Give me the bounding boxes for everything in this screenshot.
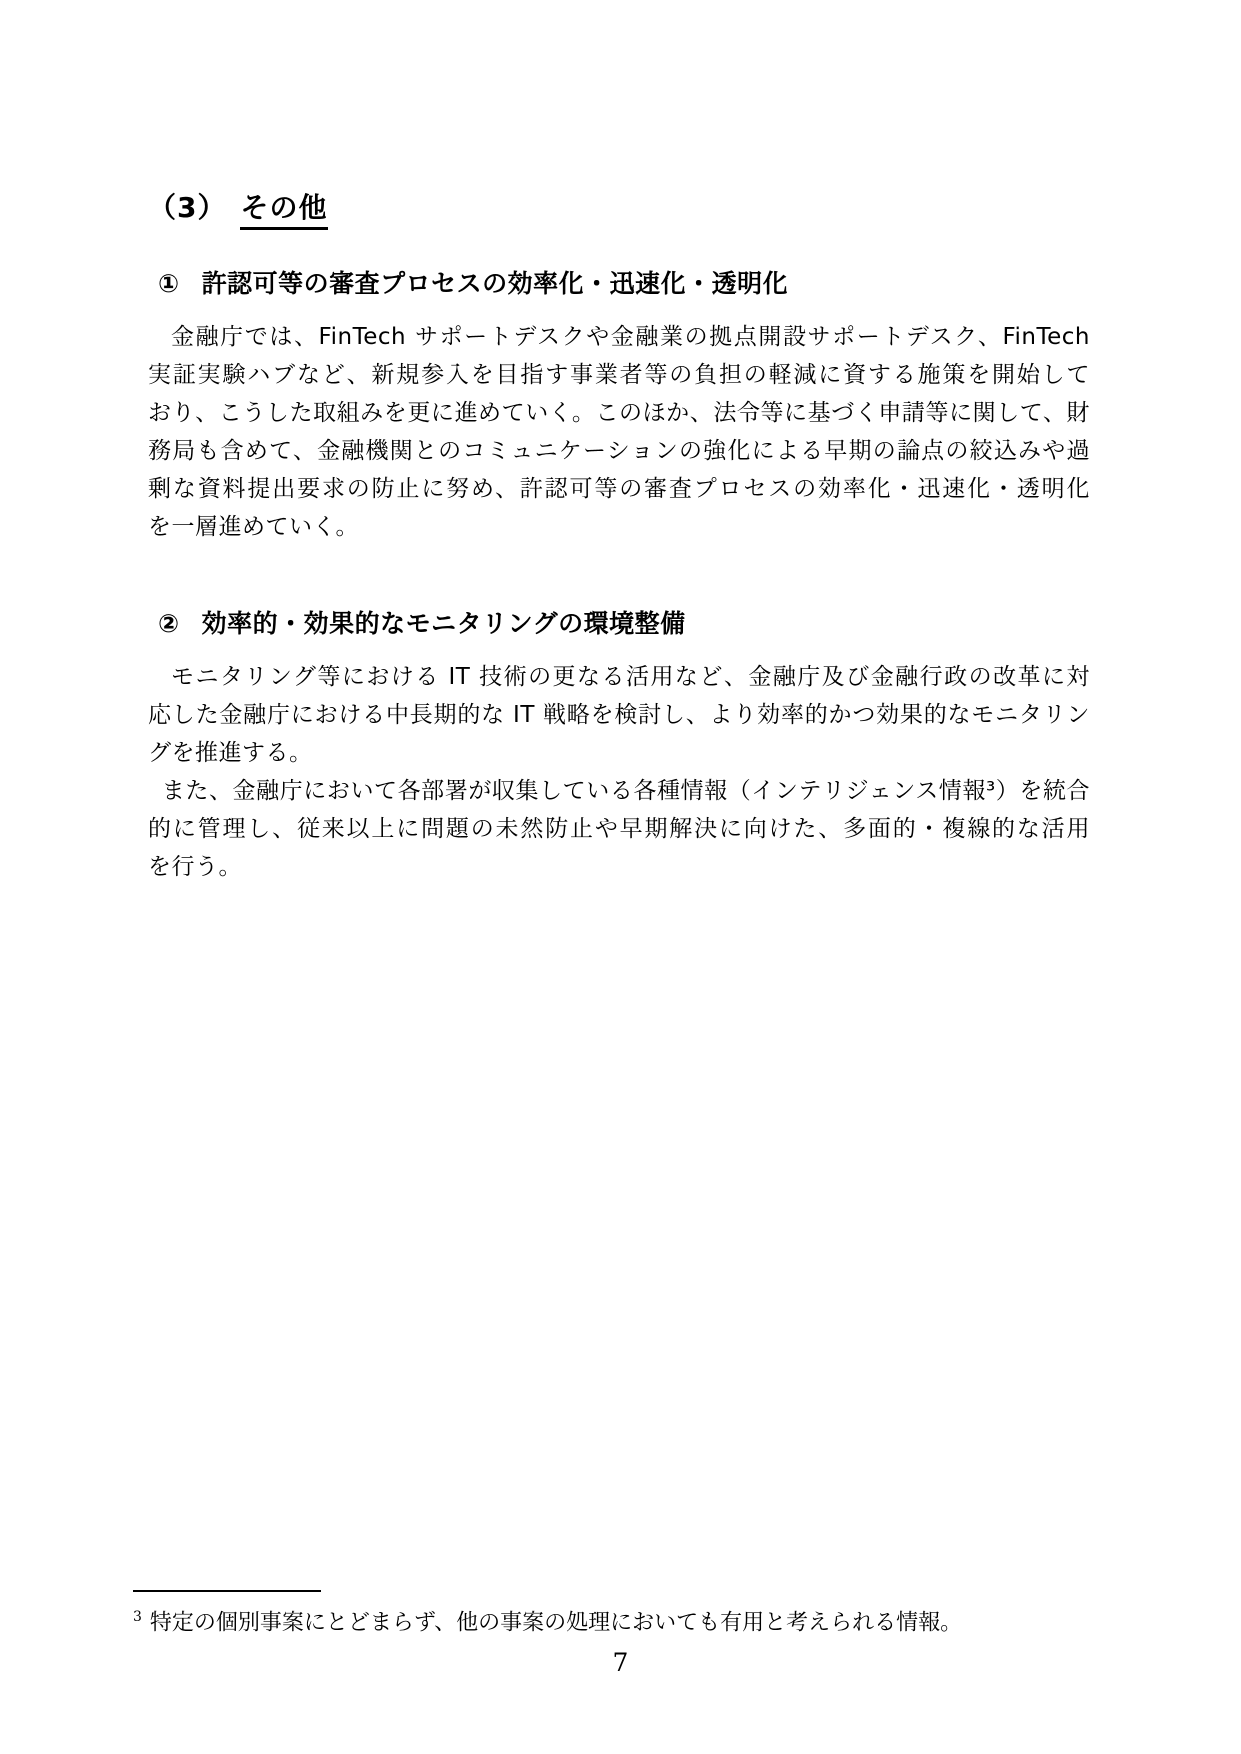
subsection-2 <box>148 604 1090 886</box>
text-line: 実証実験ハブなど、新規参入を目指す事業者等の負担の軽減に資する施策を開始して <box>148 362 1091 388</box>
circled-number-1: ① <box>158 269 180 298</box>
footnote <box>133 1590 1033 1638</box>
text-line: 務局も含めて、金融機関とのコミュニケーションの強化による早期の論点の絞込みや過 <box>148 438 1090 464</box>
paragraph <box>148 318 1090 546</box>
text-line: 剰な資料提出要求の防止に努め、許認可等の審査プロセスの効率化・迅速化・透明化 <box>148 476 1090 502</box>
subsection-2-heading <box>158 604 1090 640</box>
text-line: 応した金融庁における中長期的な IT 戦略を検討し、より効率的かつ効果的なモニタリン <box>148 702 1090 728</box>
paragraph <box>148 658 1090 772</box>
footnote-separator <box>133 1590 321 1592</box>
footnote-body: 特定の個別事案にとどまらず、他の事案の処理においても有用と考えられる情報。 <box>149 1610 963 1636</box>
section-heading-title: その他 <box>240 191 327 230</box>
page-number: 7 <box>612 1648 629 1677</box>
text-line: 金融庁では、FinTech サポートデスクや金融業の拠点開設サポートデスク、FinTech <box>171 324 1090 350</box>
footnote-marker: 3 <box>133 1609 142 1625</box>
section-heading <box>148 186 1090 226</box>
section-heading-prefix: （3） <box>148 191 227 224</box>
footnote-text <box>133 1602 1033 1638</box>
document-content <box>148 186 1090 886</box>
subsection-2-title: 効率的・効果的なモニタリングの環境整備 <box>201 609 686 638</box>
text-line: を一層進めていく。 <box>148 514 360 540</box>
text-line: モニタリング等における IT 技術の更なる活用など、金融庁及び金融行政の改革に対 <box>171 664 1090 690</box>
section-spacer <box>148 546 1090 604</box>
text-line: グを推進する。 <box>148 740 313 766</box>
text-line: 的に管理し、従来以上に問題の未然防止や早期解決に向けた、多面的・複線的な活用 <box>148 816 1090 842</box>
text-line: また、金融庁において各部署が収集している各種情報（インテリジェンス情報³）を統合 <box>161 778 1090 804</box>
circled-number-2: ② <box>158 609 180 638</box>
text-line: おり、こうした取組みを更に進めていく。このほか、法令等に基づく申請等に関して、財 <box>148 400 1090 426</box>
text-line: を行う。 <box>148 854 242 880</box>
subsection-1-heading <box>158 264 1090 300</box>
paragraph <box>148 772 1090 886</box>
subsection-1 <box>148 264 1090 546</box>
subsection-1-title: 許認可等の審査プロセスの効率化・迅速化・透明化 <box>201 269 789 298</box>
